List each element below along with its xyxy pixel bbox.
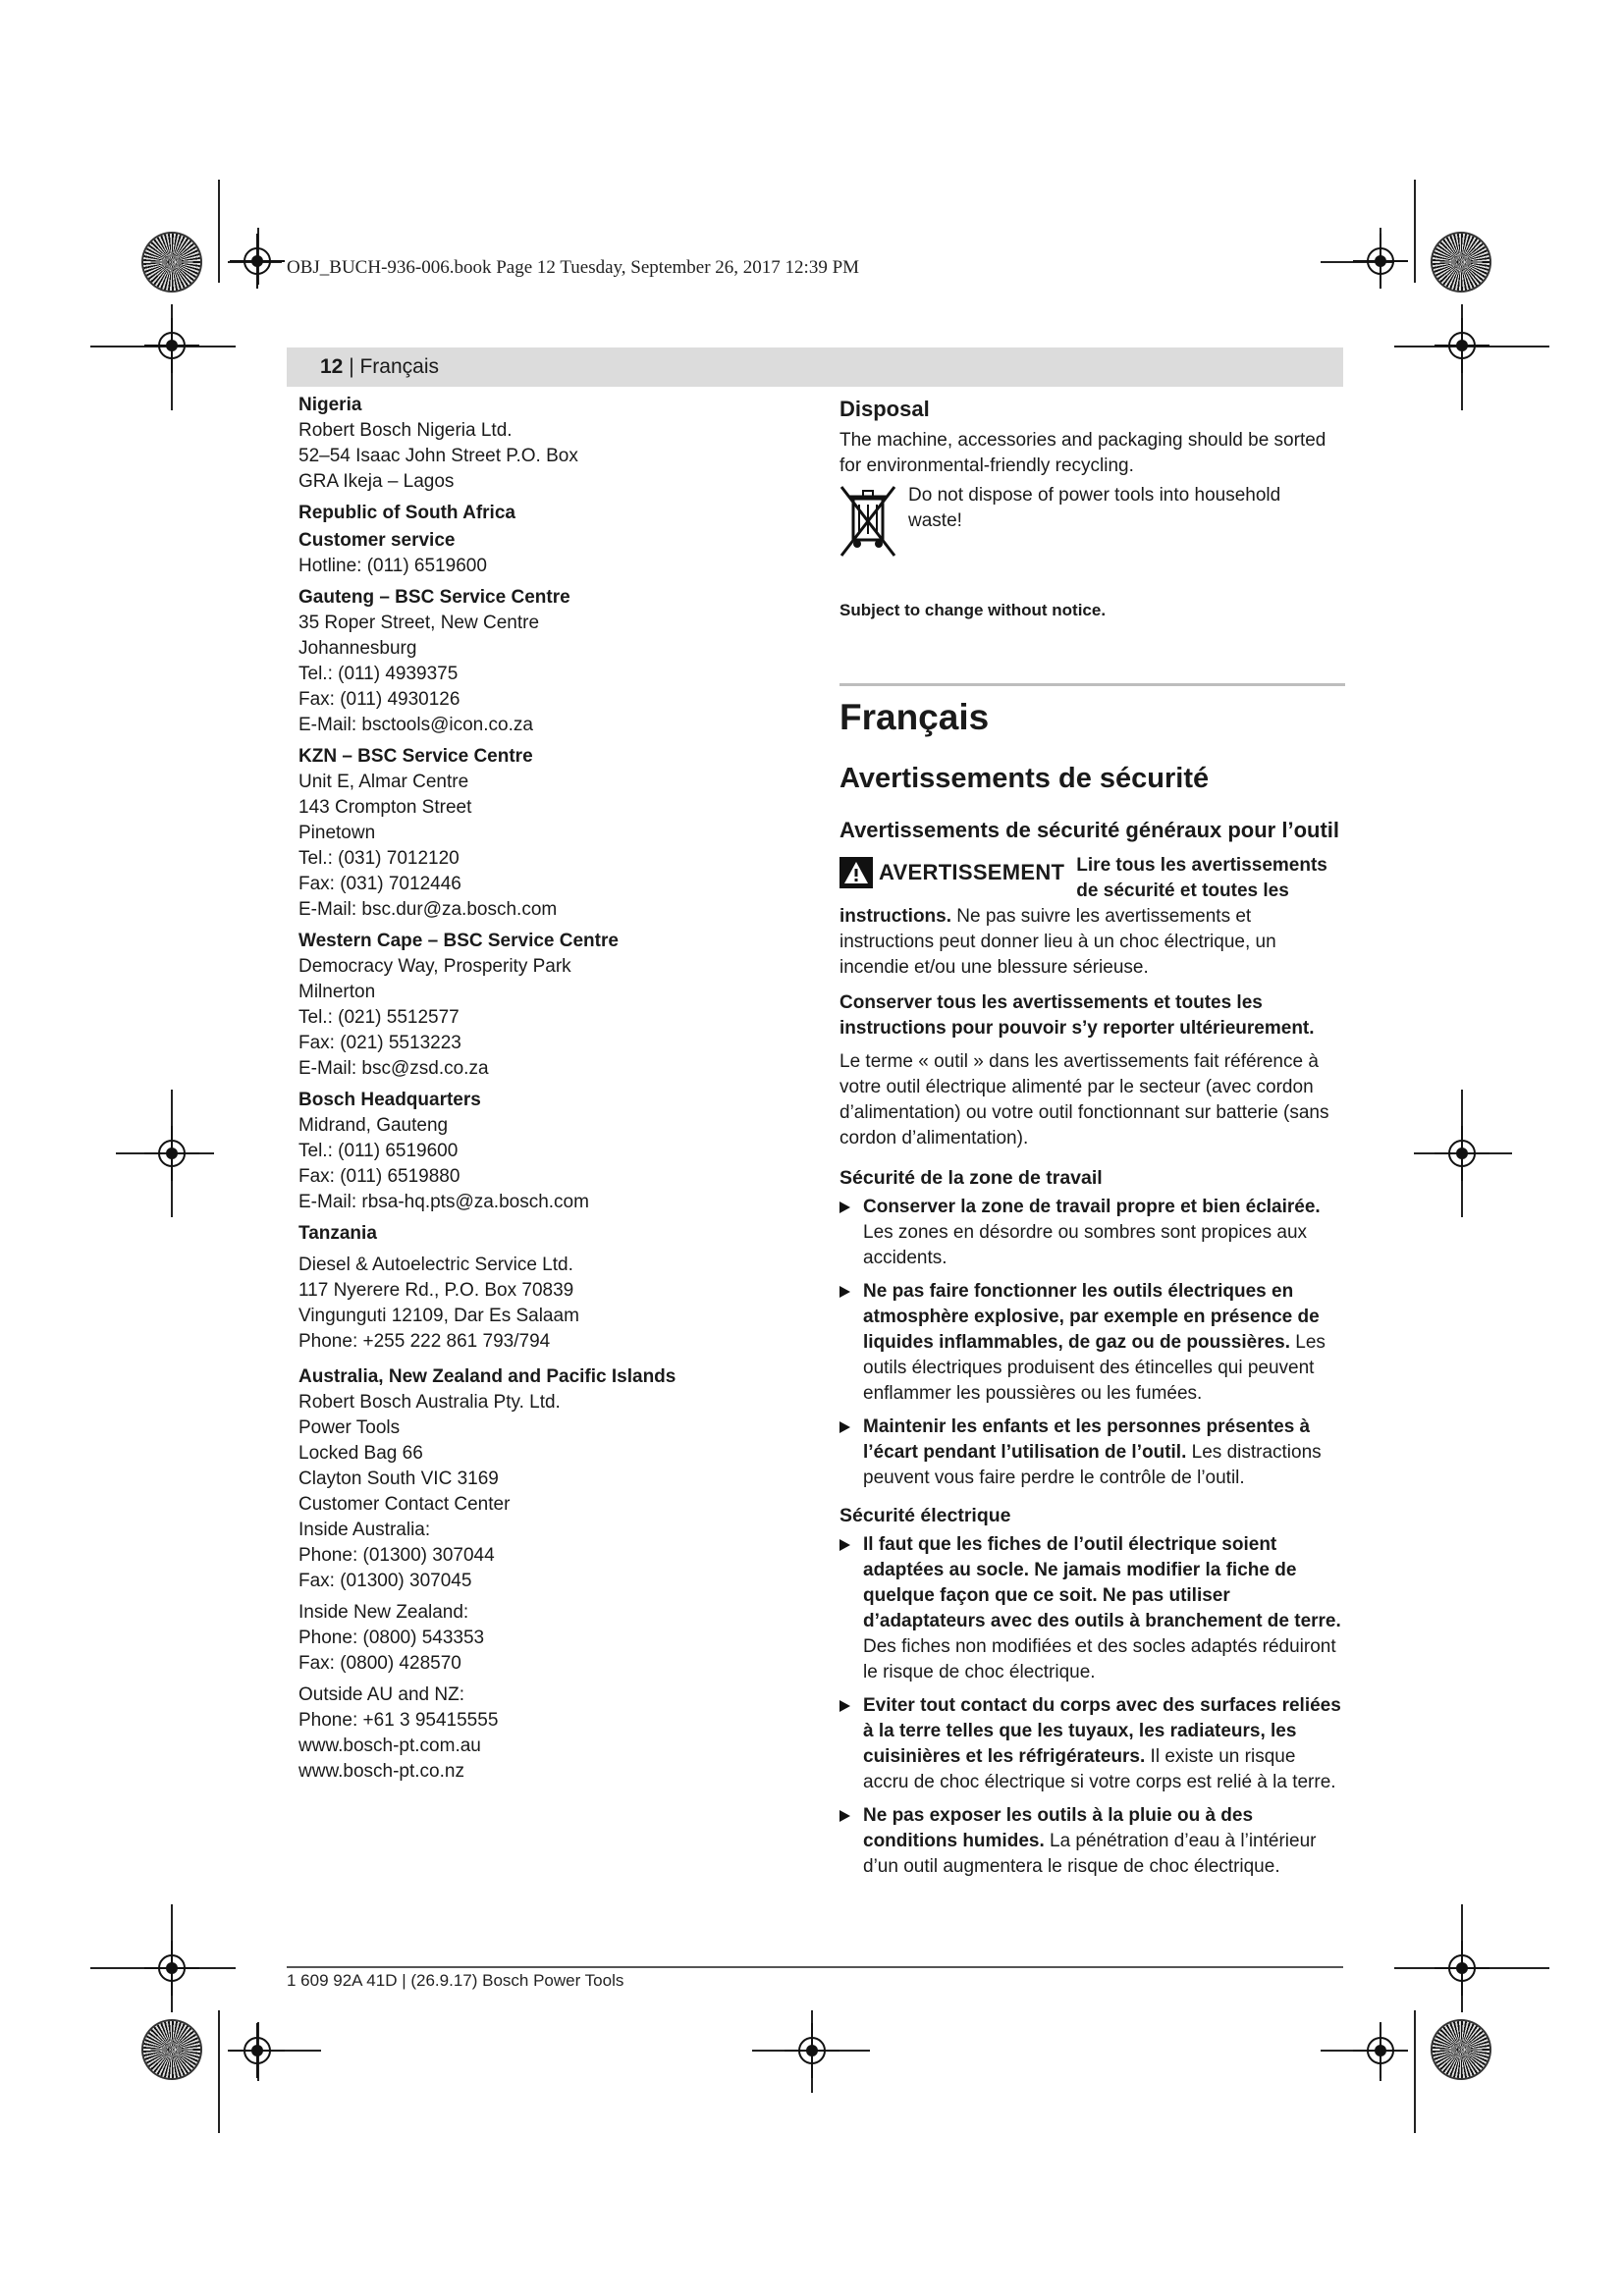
address-line: 52–54 Isaac John Street P.O. Box [298,446,578,466]
address-line: Diesel & Autoelectric Service Ltd. [298,1255,573,1275]
warning-rest: Ne pas suivre les avertissements et instructions peut donner lieu à un choc électrique, un incendie et/ou une blessure sérieuse. [839,906,1276,978]
registration-mark-icon [1353,234,1408,289]
address-line: Tel.: (031) 7012120 [298,848,460,869]
address-heading: Tanzania [298,1223,377,1244]
address-block-south-africa [298,501,789,526]
address-line: Locked Bag 66 [298,1443,423,1464]
address-block-kzn [298,744,789,923]
registration-mark-icon [230,234,285,289]
header-separator: | [343,355,360,378]
address-line: www.bosch-pt.co.nz [298,1761,464,1782]
registration-mark-icon [1435,318,1489,373]
header-language: Français [359,355,440,378]
address-line: Milnerton [298,982,376,1002]
address-line: 35 Roper Street, New Centre [298,613,540,633]
address-line: Outside AU and NZ: [298,1684,464,1705]
address-line: Inside Australia: [298,1520,431,1540]
address-block-western-cape [298,929,789,1082]
warning-bold: Lire tous les avertissements de sécurité et toutes les instructions. [839,855,1327,927]
address-line: Tel.: (011) 6519600 [298,1141,459,1161]
list-item-bold: Eviter tout contact du corps avec des surfaces reliées à la terre telles que les tuyaux, les radiateurs, les cuisinières et les réfrigérateurs. [863,1695,1341,1767]
address-heading: Nigeria [298,395,362,415]
address-block-bosch-hq [298,1088,789,1215]
list-item-text: Les zones en désordre ou sombres sont propices aux accidents. [863,1222,1308,1268]
address-line: E-Mail: bsc@zsd.co.za [298,1058,489,1079]
list-item-bold: Ne pas faire fonctionner les outils électriques en atmosphère explosive, par exemple en présence de liquides inflammables, de gaz ou de poussières. [863,1281,1320,1353]
address-line: Phone: (0800) 543353 [298,1628,485,1648]
color-rosette-icon [1433,234,1489,291]
right-column [839,393,1345,1888]
weee-notice [839,483,1345,560]
address-line: Unit E, Almar Centre [298,772,469,792]
address-block-nigeria [298,393,789,495]
list-item [839,1532,1345,1685]
address-line: Vingunguti 12109, Dar Es Salaam [298,1306,579,1326]
address-heading: Gauteng – BSC Service Centre [298,587,570,608]
address-line: Fax: (011) 6519880 [298,1166,460,1187]
warning-triangle-icon [839,857,873,888]
address-line: Inside New Zealand: [298,1602,469,1623]
address-line: E-Mail: rbsa-hq.pts@za.bosch.com [298,1192,589,1212]
list-item-text: Les distractions peuvent vous faire perdre le contrôle de l’outil. [863,1442,1322,1488]
list-item-text: Des fiches non modifiées et des socles adaptés réduiront le risque de choc électrique. [863,1636,1336,1682]
address-heading: Republic of South Africa [298,503,515,523]
address-line: www.bosch-pt.com.au [298,1735,481,1756]
page-header-label [320,355,439,379]
safety-heading: Avertissements de sécurité [839,763,1210,794]
bullet-triangle-icon [839,1421,850,1433]
color-rosette-icon [143,234,200,291]
address-line: E-Mail: bsc.dur@za.bosch.com [298,899,558,920]
bullet-triangle-icon [839,1700,850,1712]
list-item [839,1279,1345,1407]
warning-block [839,853,1345,981]
address-line: Customer Contact Center [298,1494,511,1515]
registration-mark-icon [230,2023,285,2078]
address-line: Phone: +61 3 95415555 [298,1710,499,1731]
term-definition: Le terme « outil » dans les avertissements fait référence à votre outil électrique alimenté par le secteur (avec cordon d’alimentation) ou votre outil fonctionnant sur batterie (sans cordon d’alimentation). [839,1051,1329,1148]
footer-divider [287,1966,1343,1968]
address-heading: Australia, New Zealand and Pacific Islands [298,1366,677,1387]
keep-instructions: Conserver tous les avertissements et toutes les instructions pour pouvoir s’y reporter ultérieurement. [839,992,1315,1039]
address-block-new-zealand [298,1600,789,1677]
address-line: 143 Crompton Street [298,797,472,818]
list-item-text: La pénétration d’eau à l’intérieur d’un outil augmentera le risque de choc électrique. [863,1831,1317,1877]
warning-badge [839,855,1064,888]
address-line: Robert Bosch Australia Pty. Ltd. [298,1392,561,1413]
registration-mark-icon [144,1941,199,1996]
color-rosette-icon [143,2021,200,2078]
address-line: Power Tools [298,1417,401,1438]
address-line: Fax: (01300) 307045 [298,1571,472,1591]
list-item [839,1415,1345,1491]
list-item-text: Les outils électriques produisent des étincelles qui peuvent enflammer les poussières ou les fumées. [863,1332,1326,1404]
file-info: OBJ_BUCH-936-006.book Page 12 Tuesday, September 26, 2017 12:39 PM [287,257,860,278]
address-line: Pinetown [298,823,376,843]
address-block-customer-service [298,528,789,579]
address-line: Fax: (031) 7012446 [298,874,461,894]
address-line: Tel.: (021) 5512577 [298,1007,460,1028]
address-line: Democracy Way, Prosperity Park [298,956,571,977]
registration-mark-icon [1353,2023,1408,2078]
bullet-triangle-icon [839,1286,850,1298]
bullet-triangle-icon [839,1201,850,1213]
address-line: E-Mail: bsctools@icon.co.za [298,715,533,735]
address-block-tanzania [298,1221,789,1355]
color-rosette-icon [1433,2021,1489,2078]
address-heading: Customer service [298,530,456,551]
crossed-out-wheelie-bin-icon [839,483,896,560]
address-line: Midrand, Gauteng [298,1115,449,1136]
list-item [839,1693,1345,1795]
page-number: 12 [320,355,344,378]
address-block-gauteng [298,585,789,738]
left-column [298,393,789,1790]
bullet-triangle-icon [839,1810,850,1822]
section-divider [839,683,1345,686]
address-line: Fax: (021) 5513223 [298,1033,461,1053]
disposal-text: The machine, accessories and packaging should be sorted for environmental-friendly recycling. [839,430,1326,476]
section-title: Français [839,697,990,737]
address-line: Hotline: (011) 6519600 [298,556,487,576]
address-heading: Western Cape – BSC Service Centre [298,931,619,951]
list-item-bold: Conserver la zone de travail propre et bien éclairée. [863,1197,1321,1217]
list-item-bold: Maintenir les enfants et les personnes présentes à l’écart pendant l’utilisation de l’outil. [863,1416,1311,1463]
list-item-text: Il existe un risque accru de choc électrique si votre corps est relié à la terre. [863,1746,1336,1792]
address-line: Robert Bosch Nigeria Ltd. [298,420,513,441]
registration-mark-icon [785,2023,839,2078]
bullet-triangle-icon [839,1539,850,1551]
change-notice: Subject to change without notice. [839,601,1107,619]
weee-text: Do not dispose of power tools into household waste! [908,485,1281,531]
page-footer: 1 609 92A 41D | (26.9.17) Bosch Power Tools [287,1971,624,1990]
list-item [839,1803,1345,1880]
address-line: Clayton South VIC 3169 [298,1468,499,1489]
list-item [839,1195,1345,1271]
disposal-title: Disposal [839,397,930,421]
address-line: Phone: (01300) 307044 [298,1545,495,1566]
address-line: Fax: (011) 4930126 [298,689,460,710]
registration-mark-icon [1435,1941,1489,1996]
warning-word: AVERTISSEMENT [879,860,1065,884]
address-heading: Bosch Headquarters [298,1090,481,1110]
list-item-bold: Ne pas exposer les outils à la pluie ou à des conditions humides. [863,1805,1254,1851]
address-line: Fax: (0800) 428570 [298,1653,461,1674]
address-block-australia [298,1364,789,1594]
registration-mark-icon [1435,1126,1489,1181]
registration-mark-icon [144,1126,199,1181]
address-line: GRA Ikeja – Lagos [298,471,455,492]
general-safety-heading: Avertissements de sécurité généraux pour l’outil [839,818,1340,842]
address-line: Johannesburg [298,638,417,659]
list-item-bold: Il faut que les fiches de l’outil électrique soient adaptées au socle. Ne jamais modifier la fiche de quelque façon que ce soit. Ne pas utiliser d’adaptateurs avec des outils à branchement de terre. [863,1534,1341,1631]
address-block-outside [298,1682,789,1785]
work-area-heading: Sécurité de la zone de travail [839,1167,1103,1189]
page-header [287,347,1343,387]
address-line: Phone: +255 222 861 793/794 [298,1331,551,1352]
address-heading: KZN – BSC Service Centre [298,746,533,767]
address-line: Tel.: (011) 4939375 [298,664,459,684]
registration-mark-icon [144,318,199,373]
address-line: 117 Nyerere Rd., P.O. Box 70839 [298,1280,574,1301]
electrical-heading: Sécurité électrique [839,1505,1011,1526]
